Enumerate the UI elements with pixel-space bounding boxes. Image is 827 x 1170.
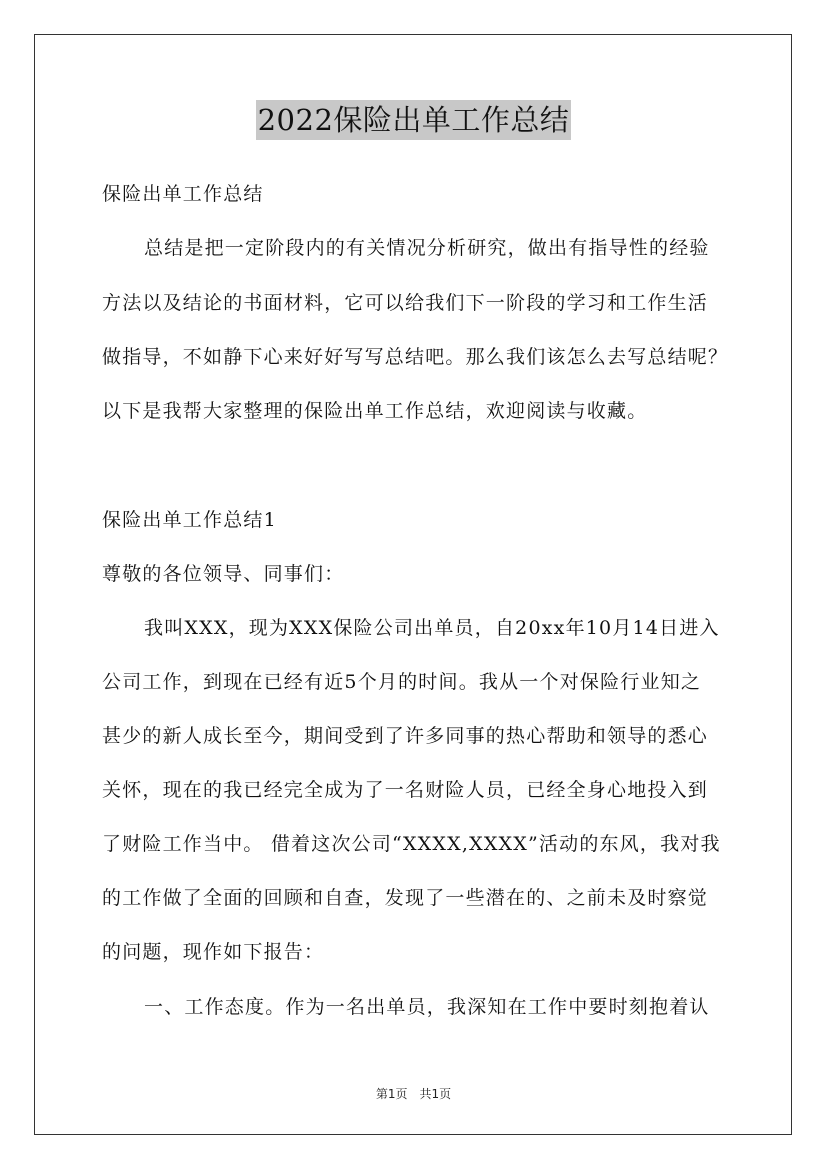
body-line-3: 甚少的新人成长至今，期间受到了许多同事的热心帮助和领导的悉心 xyxy=(102,725,709,747)
title-container xyxy=(0,100,827,140)
section-line-1: 一、工作态度。作为一名出单员，我深知在工作中要时刻抱着认 xyxy=(144,996,710,1018)
page-footer: 第1页 共1页 xyxy=(375,1087,452,1101)
intro-line-1: 总结是把一定阶段内的有关情况分析研究，做出有指导性的经验 xyxy=(144,237,710,259)
intro-line-3: 做指导，不如静下心来好好写写总结吧。那么我们该怎么去写总结呢？ xyxy=(102,346,729,368)
intro-line-2: 方法以及结论的书面材料，它可以给我们下一阶段的学习和工作生活 xyxy=(102,292,709,314)
section-heading-1: 保险出单工作总结1 xyxy=(102,509,277,531)
body-line-6: 的工作做了全面的回顾和自查，发现了一些潜在的、之前未及时察觉 xyxy=(102,887,709,909)
body-line-4: 关怀，现在的我已经完全成为了一名财险人员，已经全身心地投入到 xyxy=(102,779,709,801)
body-line-2: 公司工作，到现在已经有近5个月的时间。我从一个对保险行业知之 xyxy=(102,671,702,693)
intro-line-4: 以下是我帮大家整理的保险出单工作总结，欢迎阅读与收藏。 xyxy=(102,400,648,422)
body-line-7: 的问题，现作如下报告： xyxy=(102,941,325,963)
body-line-5: 了财险工作当中。 借着这次公司“XXXX,XXXX”活动的东风，我对我 xyxy=(102,833,721,855)
body-line-1: 我叫XXX，现为XXX保险公司出单员，自20xx年10月14日进入 xyxy=(144,617,720,639)
document-title: 2022保险出单工作总结 xyxy=(256,100,572,140)
greeting: 尊敬的各位领导、同事们： xyxy=(102,563,345,585)
section-heading: 保险出单工作总结 xyxy=(102,183,264,205)
